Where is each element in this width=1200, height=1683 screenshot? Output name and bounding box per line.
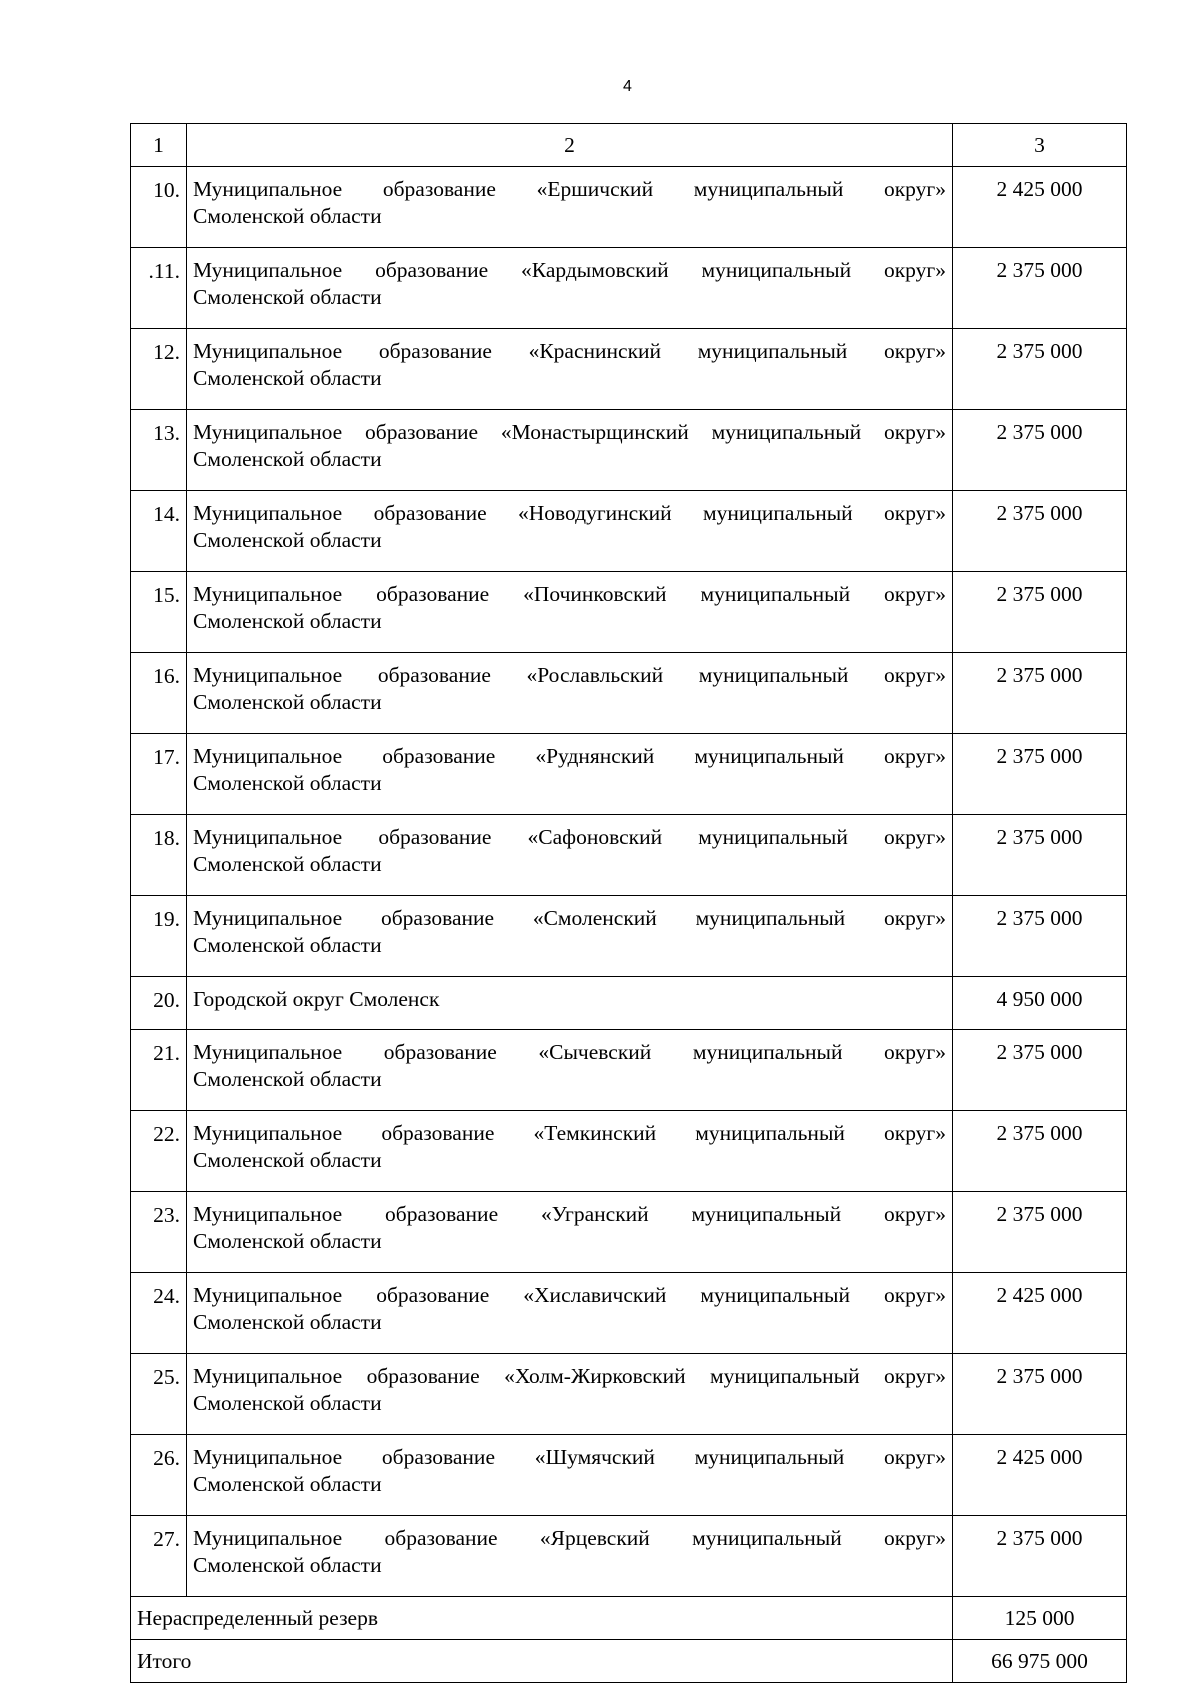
row-number: 16. (131, 653, 187, 734)
amount-cell: 2 375 000 (953, 410, 1127, 491)
table-row (131, 167, 1127, 248)
municipality-name (187, 329, 953, 410)
reserve-label: Нераспределенный резерв (131, 1597, 953, 1640)
name-word: округ» (884, 1526, 946, 1550)
row-number: 20. (131, 977, 187, 1030)
page-number: 4 (623, 78, 632, 95)
name-word: муниципальный (703, 501, 853, 525)
municipality-name (187, 1192, 953, 1273)
municipality-name-line-2: Смоленской области (193, 1229, 382, 1253)
name-word: образование (384, 1526, 498, 1550)
name-word: муниципальный (700, 1283, 850, 1307)
reserve-amount: 125 000 (953, 1597, 1127, 1640)
row-number: 24. (131, 1273, 187, 1354)
name-word: округ» (884, 825, 946, 849)
amount-cell: 2 425 000 (953, 1435, 1127, 1516)
name-word: Муниципальное (193, 1364, 343, 1388)
municipality-name-line-1 (193, 338, 946, 365)
name-word: «Смоленский (532, 906, 657, 930)
name-word: «Ершичский (536, 177, 654, 201)
name-word: образование (375, 258, 489, 282)
table-row (131, 1192, 1127, 1273)
name-word: образование (381, 1445, 495, 1469)
municipality-name (187, 1273, 953, 1354)
total-label: Итого (131, 1640, 953, 1683)
table-row (131, 896, 1127, 977)
row-number: 22. (131, 1111, 187, 1192)
name-word: округ» (884, 1364, 946, 1388)
municipality-name-line-1 (193, 743, 946, 770)
municipality-name (187, 1435, 953, 1516)
name-word: Муниципальное (193, 582, 343, 606)
municipality-name (187, 1030, 953, 1111)
name-word: муниципальный (695, 1121, 845, 1145)
amount-cell: 2 375 000 (953, 734, 1127, 815)
name-word: образование (380, 906, 495, 930)
total-row (131, 1640, 1127, 1683)
header-col-1: 1 (131, 124, 187, 167)
name-word: округ» (883, 1283, 946, 1307)
table-row (131, 1516, 1127, 1597)
municipality-name-line-1 (193, 419, 946, 446)
name-word: Муниципальное (193, 825, 343, 849)
amount-cell: 2 375 000 (953, 815, 1127, 896)
name-word: образование (376, 1283, 490, 1307)
municipality-name-line-2: Смоленской области (193, 771, 382, 795)
name-word: округ» (884, 1121, 946, 1145)
name-word: муниципальный (697, 339, 848, 363)
municipality-name-line-1 (193, 1120, 946, 1147)
municipality-name (187, 410, 953, 491)
name-word: «Шумячский (534, 1445, 655, 1469)
municipality-name-line-1 (193, 662, 946, 689)
municipality-name-line-2: Смоленской области (193, 1310, 382, 1334)
name-word: округ» (884, 663, 946, 687)
municipality-name-line-1 (193, 824, 946, 851)
amount-cell: 2 375 000 (953, 653, 1127, 734)
table-row (131, 1111, 1127, 1192)
name-word: округ» (883, 339, 946, 363)
name-word: округ» (883, 258, 946, 282)
municipality-name-line-2: Смоленской области (193, 1553, 382, 1577)
municipality-name (187, 896, 953, 977)
row-number: 19. (131, 896, 187, 977)
row-number: 17. (131, 734, 187, 815)
name-word: муниципальный (711, 420, 862, 444)
table-row (131, 572, 1127, 653)
name-word: муниципальный (694, 1445, 845, 1469)
name-word: Муниципальное (193, 1121, 343, 1145)
total-amount: 66 975 000 (953, 1640, 1127, 1683)
amount-cell: 2 375 000 (953, 1516, 1127, 1597)
name-word: образование (378, 825, 492, 849)
name-word: Муниципальное (193, 1445, 343, 1469)
table-row (131, 977, 1127, 1030)
amount-cell: 2 375 000 (953, 1354, 1127, 1435)
municipality-name (187, 167, 953, 248)
amount-cell: 2 425 000 (953, 1273, 1127, 1354)
name-word: Муниципальное (193, 258, 343, 282)
municipality-name-line-1 (193, 257, 946, 284)
table-row (131, 1030, 1127, 1111)
table-row (131, 1273, 1127, 1354)
row-number: 15. (131, 572, 187, 653)
name-word: образование (366, 1364, 480, 1388)
name-word: округ» (883, 744, 946, 768)
municipality-name-line-2: Смоленской области (193, 1067, 382, 1091)
municipality-name-line-2: Смоленской области (193, 1472, 382, 1496)
row-number: 18. (131, 815, 187, 896)
name-word: «Темкинский (533, 1121, 657, 1145)
name-word: «Хиславичский (523, 1283, 667, 1307)
name-word: Муниципальное (193, 1040, 343, 1064)
table-header-row (131, 124, 1127, 167)
municipality-name-line-1 (193, 500, 946, 527)
amount-cell: 2 375 000 (953, 896, 1127, 977)
name-word: образование (383, 1040, 497, 1064)
name-word: Муниципальное (193, 420, 343, 444)
amount-cell: 2 375 000 (953, 491, 1127, 572)
municipality-name-line-2: Смоленской области (193, 1148, 382, 1172)
table-row (131, 491, 1127, 572)
name-word: образование (378, 339, 492, 363)
name-word: округ» (883, 1202, 946, 1226)
name-word: муниципальный (691, 1202, 842, 1226)
row-number: 13. (131, 410, 187, 491)
name-word: «Руднянский (535, 744, 655, 768)
row-number: 27. (131, 1516, 187, 1597)
header-col-3: 3 (953, 124, 1127, 167)
row-number: 10. (131, 167, 187, 248)
municipality-name (187, 1354, 953, 1435)
name-word: образование (382, 177, 496, 201)
municipality-name: Городской округ Смоленск (187, 977, 953, 1030)
row-number: 23. (131, 1192, 187, 1273)
municipality-name-line-2: Смоленской области (193, 366, 382, 390)
name-word: «Сычевский (538, 1040, 652, 1064)
municipality-name (187, 1111, 953, 1192)
name-word: образование (376, 582, 490, 606)
municipality-name (187, 491, 953, 572)
amount-cell: 2 375 000 (953, 329, 1127, 410)
municipality-name-line-1 (193, 176, 946, 203)
name-word: «Угранский (540, 1202, 649, 1226)
table-row (131, 653, 1127, 734)
municipality-name-line-2: Смоленской области (193, 528, 382, 552)
amount-cell: 2 375 000 (953, 248, 1127, 329)
table-row (131, 329, 1127, 410)
municipality-name (187, 572, 953, 653)
name-word: муниципальный (694, 744, 844, 768)
name-word: округ» (883, 1445, 946, 1469)
municipality-name-line-2: Смоленской области (193, 852, 382, 876)
row-number: 14. (131, 491, 187, 572)
name-word: муниципальный (695, 906, 846, 930)
name-word: «Новодугинский (518, 501, 672, 525)
table-row (131, 248, 1127, 329)
municipality-name-line-2: Смоленской области (193, 690, 382, 714)
allocation-table (130, 123, 1127, 1683)
name-word: Муниципальное (193, 339, 343, 363)
name-word: муниципальный (710, 1364, 860, 1388)
municipality-name-line-1 (193, 1282, 946, 1309)
municipality-name-line-2: Смоленской области (193, 447, 382, 471)
name-word: Муниципальное (193, 906, 343, 930)
table-row (131, 815, 1127, 896)
municipality-name (187, 815, 953, 896)
name-word: Муниципальное (193, 177, 343, 201)
name-word: Муниципальное (193, 663, 343, 687)
amount-cell: 4 950 000 (953, 977, 1127, 1030)
name-word: муниципальный (692, 1040, 843, 1064)
row-number: 26. (131, 1435, 187, 1516)
name-word: «Ярцевский (539, 1526, 650, 1550)
table-row (131, 1354, 1127, 1435)
municipality-name (187, 248, 953, 329)
row-number: 12. (131, 329, 187, 410)
name-word: образование (373, 501, 487, 525)
municipality-name-line-2: Смоленской области (193, 609, 382, 633)
name-word: округ» (883, 906, 946, 930)
amount-cell: 2 375 000 (953, 572, 1127, 653)
name-word: муниципальный (700, 582, 851, 606)
name-word: муниципальный (693, 177, 844, 201)
name-word: «Краснинский (528, 339, 662, 363)
amount-cell: 2 425 000 (953, 167, 1127, 248)
row-number: .11. (131, 248, 187, 329)
name-word: округ» (884, 1040, 946, 1064)
amount-cell: 2 375 000 (953, 1192, 1127, 1273)
municipality-name-line-2: Смоленской области (193, 1391, 382, 1415)
name-word: образование (365, 420, 479, 444)
municipality-name-line-2: Смоленской области (193, 204, 382, 228)
name-word: «Кардымовский (521, 258, 669, 282)
municipality-name (187, 653, 953, 734)
municipality-name (187, 1516, 953, 1597)
row-number: 25. (131, 1354, 187, 1435)
name-word: муниципальный (692, 1526, 842, 1550)
municipality-name-line-1 (193, 1444, 946, 1471)
name-word: Муниципальное (193, 744, 343, 768)
amount-cell: 2 375 000 (953, 1030, 1127, 1111)
amount-cell: 2 375 000 (953, 1111, 1127, 1192)
header-col-2: 2 (187, 124, 953, 167)
name-word: Муниципальное (193, 1526, 343, 1550)
name-word: муниципальный (701, 258, 852, 282)
municipality-name-line-2: Смоленской области (193, 285, 382, 309)
municipality-name-line-1 (193, 1039, 946, 1066)
name-word: образование (381, 1121, 495, 1145)
name-word: округ» (883, 420, 946, 444)
name-word: образование (382, 744, 496, 768)
row-number: 21. (131, 1030, 187, 1111)
name-word: «Починковский (523, 582, 667, 606)
name-word: округ» (884, 501, 946, 525)
name-word: образование (377, 663, 491, 687)
name-word: Муниципальное (193, 501, 343, 525)
table-row (131, 410, 1127, 491)
municipality-name-line-1 (193, 1363, 946, 1390)
municipality-name-line-1 (193, 905, 946, 932)
name-word: «Рославльский (526, 663, 664, 687)
name-word: муниципальный (698, 825, 848, 849)
name-word: Муниципальное (193, 1202, 343, 1226)
name-word: «Монастырщинский (500, 420, 689, 444)
table-row (131, 734, 1127, 815)
name-word: Муниципальное (193, 1283, 343, 1307)
name-word: округ» (883, 177, 946, 201)
municipality-name-line-1 (193, 1525, 946, 1552)
municipality-name-line-2: Смоленской области (193, 933, 382, 957)
table-row (131, 1435, 1127, 1516)
name-word: «Холм-Жирковский (504, 1364, 686, 1388)
name-word: образование (385, 1202, 499, 1226)
municipality-name-line-1 (193, 1201, 946, 1228)
name-word: муниципальный (698, 663, 849, 687)
municipality-name-line-1 (193, 581, 946, 608)
name-word: округ» (884, 582, 946, 606)
municipality-name (187, 734, 953, 815)
reserve-row (131, 1597, 1127, 1640)
name-word: «Сафоновский (527, 825, 663, 849)
